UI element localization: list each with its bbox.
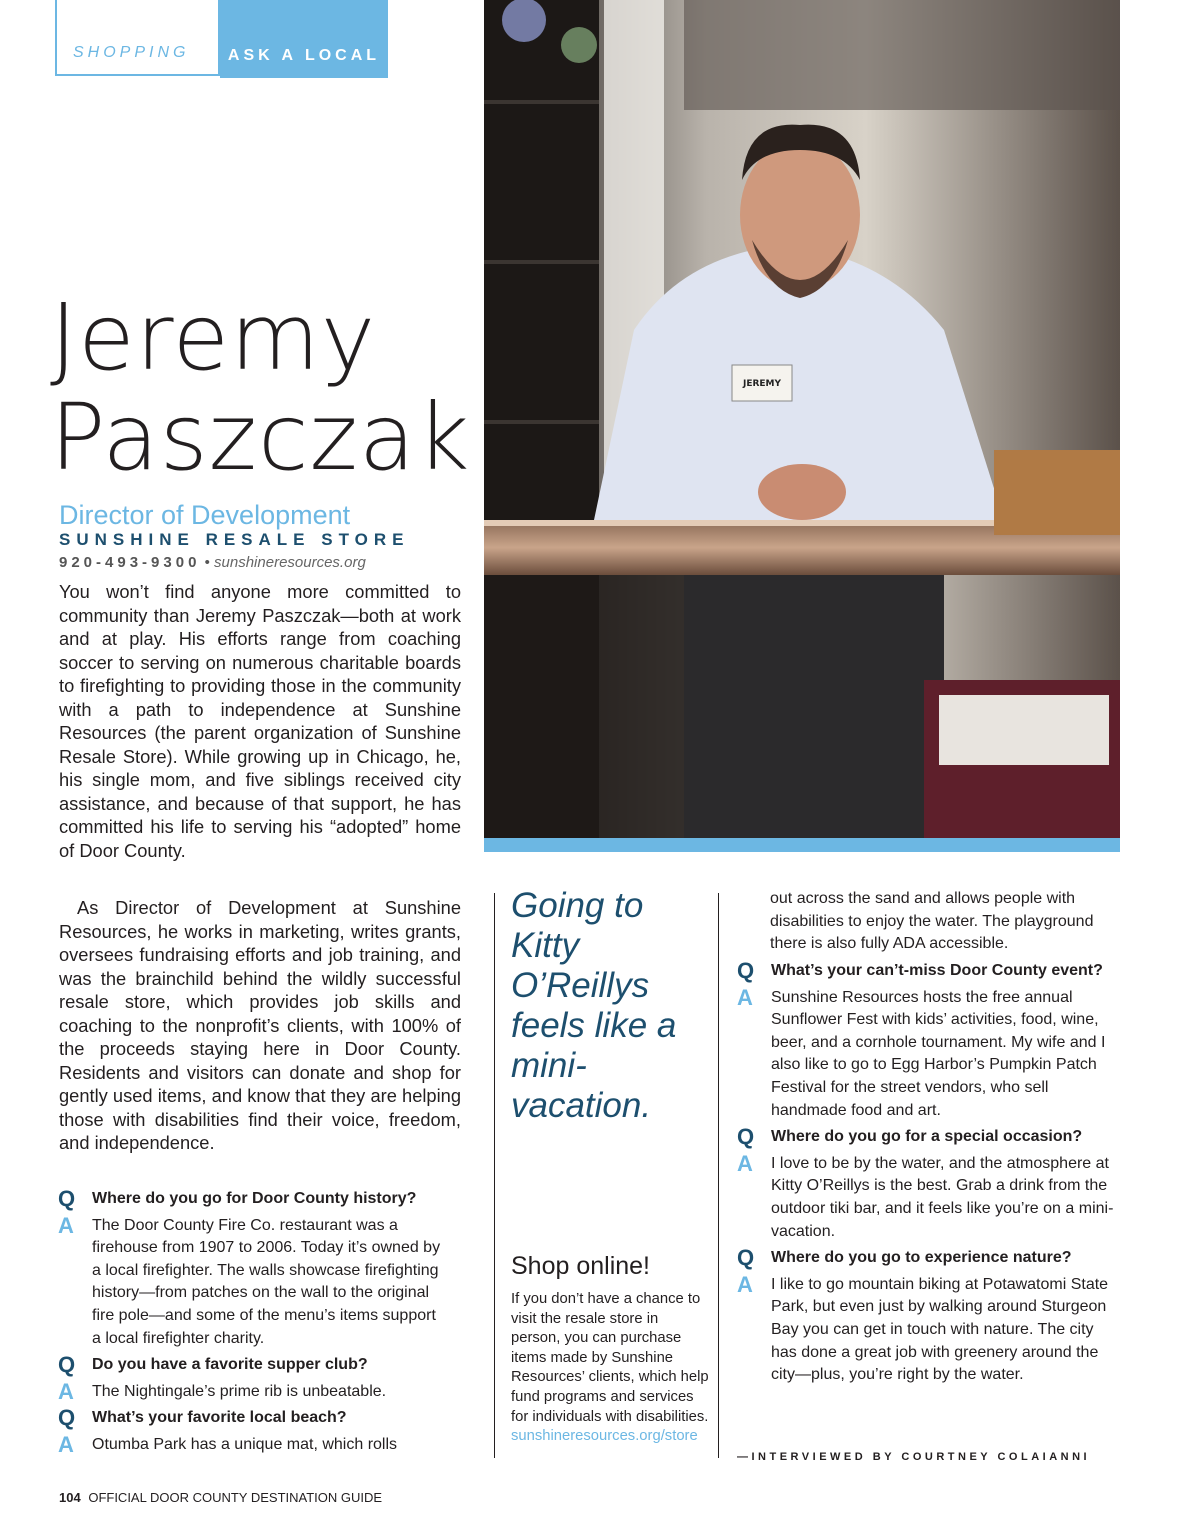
answer-text: I like to go mountain biking at Potawatomi State Park, but even just by walking around Sturgeon Bay you can get in touch with nature. The city has done a great job with greenery around the city—plus, you’re right by the water.: [771, 1275, 1109, 1384]
qa-question: [58, 1188, 448, 1211]
qa-list-left: [58, 1188, 448, 1461]
contact-line: [59, 554, 366, 571]
phone-number: 920-493-9300: [59, 554, 201, 571]
answer-text: Otumba Park has a unique mat, which rolls: [92, 1435, 398, 1453]
a-marker: A: [58, 1212, 74, 1238]
answer-text: The Door County Fire Co. restaurant was a firehouse from 1907 to 2006. Today it’s owned by a local firefighter. The walls showcase firefighting history—from patches on the wall to the original fire pole—and some of the menu’s items support a local firefighter charity.: [92, 1216, 441, 1347]
qa-answer: [737, 1271, 1122, 1387]
column-label: ASK A LOCAL: [220, 0, 388, 78]
a-marker: A: [737, 1150, 753, 1176]
question-text: What’s your favorite local beach?: [92, 1409, 347, 1427]
section-label: SHOPPING: [55, 0, 220, 76]
organization-name: SUNSHINE RESALE STORE: [59, 530, 410, 549]
qa-question: [58, 1407, 448, 1430]
answer-continuation: out across the sand and allows people with disabilities to enjoy the water. The playground there is also fully ADA accessible.: [770, 890, 1094, 953]
a-marker: A: [737, 1271, 753, 1297]
job-title: Director of Development: [59, 500, 351, 530]
column-divider-right: [718, 893, 719, 1458]
qa-answer: [737, 1150, 1122, 1243]
page-footer: [59, 1490, 382, 1505]
website-link[interactable]: sunshineresources.org: [214, 554, 366, 571]
question-text: Where do you go for a special occasion?: [771, 1128, 1083, 1146]
qa-question: [737, 960, 1122, 983]
q-marker: Q: [737, 958, 755, 983]
portrait-illustration: [484, 0, 1120, 838]
answer-text: I love to be by the water, and the atmosphere at Kitty O’Reillys is the best. Grab a drink from the outdoor tiki bar, and it feels like you’re on a mini-vacation.: [771, 1154, 1114, 1240]
intro-paragraph-2: As Director of Development at Sunshine Resources, he works in marketing, writes grants, oversees fundraising efforts and job training, and was the brainchild behind the wildly successful resale store, which provides job skills and coaching to the nonprofit’s clients, with 100% of the proceeds staying here in Door County. Residents and visitors can donate and shop for gently used items, and know that they are helping those with disabilities find their voice, freedom, and independence.: [59, 897, 461, 1153]
section-tabs: [55, 0, 388, 78]
badge-name: JEREMY: [742, 379, 782, 389]
answer-text: Sunshine Resources hosts the free annual Sunflower Fest with kids’ activities, food, wine, beer, and a cornhole tournament. My wife and I also like to go to Egg Harbor’s Pumpkin Patch Festival for the street vendors, who sell handmade food and art.: [771, 988, 1106, 1119]
qa-list-right: [737, 960, 1122, 1391]
first-name: Jeremy: [50, 284, 377, 391]
question-text: Where do you go to experience nature?: [771, 1249, 1072, 1267]
a-marker: A: [58, 1431, 74, 1457]
column-divider-left: [494, 893, 495, 1458]
pull-quote: Going to Kitty O’Reillys feels like a mini-vacation.: [511, 886, 677, 1125]
qa-answer: [58, 1378, 448, 1404]
separator-bullet: •: [204, 554, 210, 571]
qa-answer: [58, 1431, 448, 1457]
publication-title: OFFICIAL DOOR COUNTY DESTINATION GUIDE: [88, 1490, 383, 1505]
byline: —INTERVIEWED BY COURTNEY COLAIANNI: [737, 1451, 1091, 1463]
answer-text: The Nightingale’s prime rib is unbeatable.: [92, 1382, 387, 1400]
last-name: Paszczak: [50, 384, 471, 491]
question-text: Where do you go for Door County history?: [92, 1190, 417, 1207]
page-number: 104: [59, 1490, 81, 1505]
shop-online-box: [511, 1290, 711, 1447]
a-marker: A: [737, 984, 753, 1010]
q-marker: Q: [737, 1124, 755, 1150]
q-marker: Q: [58, 1352, 76, 1378]
a-marker: A: [58, 1378, 74, 1404]
photo-accent-bar: [484, 838, 1120, 852]
shop-online-link[interactable]: sunshineresources.org/store: [511, 1428, 698, 1445]
shop-online-title: Shop online!: [511, 1252, 651, 1280]
qa-question: [737, 1126, 1122, 1149]
q-marker: Q: [737, 1245, 755, 1271]
portrait-photo: [484, 0, 1120, 838]
shop-online-text: If you don’t have a chance to visit the resale store in person, you can purchase items made by Sunshine Resources’ clients, which help fund programs and services for individuals with disabilities.: [511, 1291, 709, 1425]
q-marker: Q: [58, 1405, 76, 1431]
q-marker: Q: [58, 1186, 76, 1211]
qa-question: [58, 1354, 448, 1377]
qa-answer: [58, 1212, 448, 1351]
qa-answer: [737, 984, 1122, 1123]
page-title: [50, 284, 471, 491]
qa-question: [737, 1247, 1122, 1270]
question-text: What’s your can’t-miss Door County event?: [771, 962, 1103, 979]
question-text: Do you have a favorite supper club?: [92, 1356, 368, 1374]
intro-paragraph-1: You won’t find anyone more committed to community than Jeremy Paszczak—both at work and at play. His efforts range from coaching soccer to serving on numerous charitable boards to firefighting to providing those in the community with a path to independence at Sunshine Resources (the parent organization of Sunshine Resale Store). While growing up in Chicago, he, his single mom, and five siblings received city assistance, and because of that support, he has committed his life to serving his “adopted” home of Door County.: [59, 581, 461, 861]
